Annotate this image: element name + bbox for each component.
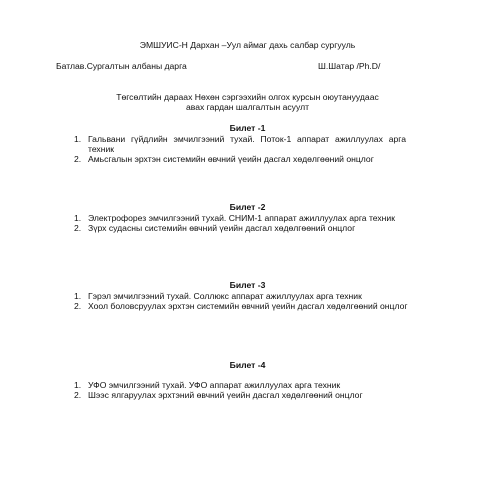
question-text: Амьсгалын эрхтэн системийн өвчний үеийн дасгал хөдөлгөөний онцлог (88, 154, 374, 164)
question-number: 2. (74, 301, 82, 311)
question-text: УФО эмчилгээний тухай. УФО аппарат ажиллуулах арга техник (88, 380, 341, 390)
ticket-4-questions (74, 380, 434, 400)
question-text: Гальвани гүйдлийн эмчилгээний тухай. Поток-1 аппарат ажиллуулах арга техник (88, 134, 406, 154)
subtitle-line-2: авах гардан шалгалтын асуулт (185, 102, 310, 112)
question-number: 1. (74, 380, 82, 390)
signatory-name: Ш.Шатар /Ph.D/ (318, 61, 381, 71)
question-item (74, 154, 434, 164)
question-text: Хоол боловсруулах эрхтэн системийн өвчний үеийн дасгал хөдөлгөөний онцлог (88, 301, 408, 311)
ticket-1-title: Билет -1 (229, 123, 266, 133)
question-item (74, 380, 434, 390)
ticket-3-title: Билет -3 (229, 280, 266, 290)
question-text: Электрофорез эмчилгээний тухай. СНИМ-1 аппарат ажиллуулах арга техник (88, 213, 395, 223)
question-text: Гэрэл эмчилгээний тухай. Соллюкс аппарат ажиллуулах арга техник (88, 291, 362, 301)
question-text: Шээс ялгаруулах эрхтэний өвчний үеийн дасгал хөдөлгөөний онцлог (88, 390, 363, 400)
ticket-3-questions (74, 291, 434, 311)
question-item (74, 223, 434, 233)
question-item (74, 301, 434, 311)
question-number: 1. (74, 291, 82, 301)
ticket-2-questions (74, 213, 434, 233)
question-item (74, 213, 434, 223)
question-text: Зүрх судасны системийн өвчний үеийн дасгал хөдөлгөөний онцлог (88, 223, 356, 233)
question-item (74, 390, 434, 400)
ticket-2-title: Билет -2 (229, 202, 266, 212)
question-number: 2. (74, 390, 82, 400)
question-item (74, 291, 434, 301)
ticket-4-title: Билет -4 (229, 360, 266, 370)
question-number: 2. (74, 223, 82, 233)
ticket-1-questions (74, 134, 434, 164)
institution-title: ЭМШУИС-Н Дархан –Уул аймаг дахь салбар сургууль (139, 40, 356, 50)
question-number: 1. (74, 213, 82, 223)
question-number: 2. (74, 154, 82, 164)
question-number: 1. (74, 134, 82, 144)
approved-by-label: Батлав.Сургалтын албаны дарга (56, 61, 187, 71)
question-item (74, 134, 434, 154)
subtitle-line-1: Төгсөлтийн дараах Нөхөн сэргээхийн олгох курсын оюутануудаас (116, 92, 379, 102)
